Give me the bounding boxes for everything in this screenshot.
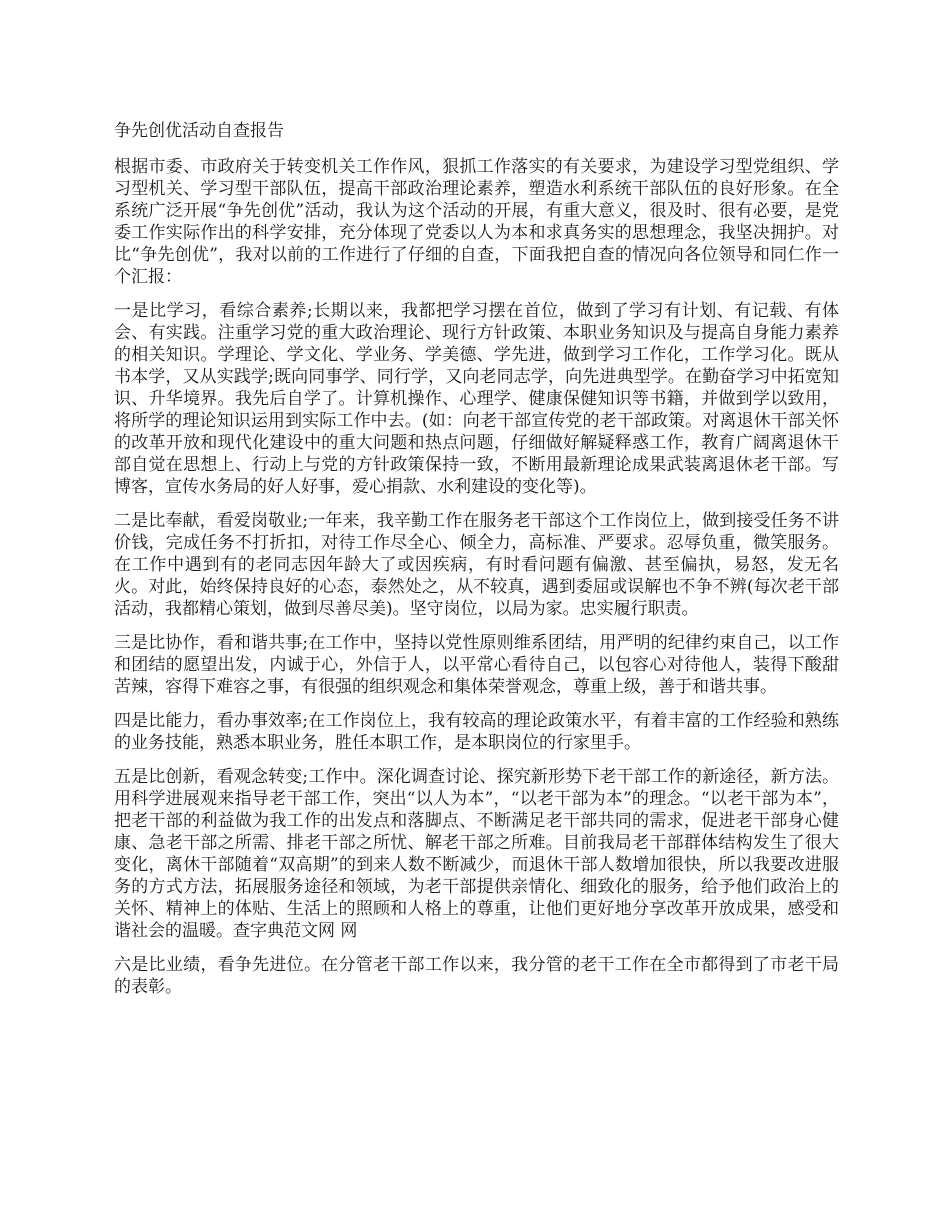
paragraph-innovation: 五是比创新，看观念转变;工作中。深化调查讨论、探究新形势下老干部工作的新途径，新方法。用科学进展观来指导老干部工作，突出“以人为本”，“以老干部为本”的理念。“以老干部为本”，把老干部的利益做为我工作的出发点和落脚点、不断满足老干部共同的需求，促进老干部身心健康、急老干部之所需、排老干部之所忧、解老干部之所难。目前我局老干部群体结构发生了很大变化，离休干部随着“双高期”的到来人数不断减少，而退休干部人数增加很快，所以我要改进服务的方式方法，拓展服务途径和领域，为老干部提供亲情化、细致化的服务，给予他们政治上的关怀、精神上的体贴、生活上的照顾和人格上的尊重，让他们更好地分享改革开放成果，感受和谐社会的温暖。查字典范文网 网 (114, 767, 839, 941)
document-page (114, 120, 839, 1010)
paragraph-study: 一是比学习，看综合素养;长期以来，我都把学习摆在首位，做到了学习有计划、有记载、有体会、有实践。注重学习党的重大政治理论、现行方针政策、本职业务知识及与提高自身能力素养的相关知识。学理论、学文化、学业务、学美德、学先进，做到学习工作化，工作学习化。既从书本学，又从实践学;既向同事学、同行学，又向老同志学，向先进典型学。在勤奋学习中拓宽知识、升华境界。我先后自学了。计算机操作、心理学、健康保健知识等书籍，并做到学以致用，将所学的理论知识运用到实际工作中去。(如：向老干部宣传党的老干部政策。对离退休干部关怀的改革开放和现代化建设中的重大问题和热点问题，仔细做好解疑释惑工作，教育广阔离退休干部自觉在思想上、行动上与党的方针政策保持一致，不断用最新理论成果武装离退休老干部。写博客，宣传水务局的好人好事，爱心捐款、水利建设的变化等)。 (114, 301, 839, 497)
paragraph-cooperation: 三是比协作，看和谐共事;在工作中，坚持以党性原则维系团结，用严明的纪律约束自己，以工作和团结的愿望出发，内诚于心，外信于人，以平常心看待自己，以包容心对待他人，装得下酸甜苦辣，容得下难容之事，有很强的组织观念和集体荣誉观念，尊重上级，善于和谐共事。 (114, 633, 839, 697)
paragraph-ability: 四是比能力，看办事效率;在工作岗位上，我有较高的理论政策水平，有着丰富的工作经验和熟练的业务技能，熟悉本职业务，胜任本职工作，是本职岗位的行家里手。 (114, 711, 839, 753)
paragraph-intro: 根据市委、市政府关于转变机关工作作风，狠抓工作落实的有关要求，为建设学习型党组织、学习型机关、学习型干部队伍，提高干部政治理论素养，塑造水利系统干部队伍的良好形象。在全系统广泛开展“争先创优”活动，我认为这个活动的开展，有重大意义，很及时、很有必要，是党委工作实际作出的科学安排，充分体现了党委以人为本和求真务实的思想理念，我坚决拥护。对比“争先创优”，我对以前的工作进行了仔细的自查，下面我把自查的情况向各位领导和同仁作一个汇报： (114, 157, 839, 287)
paragraph-dedication: 二是比奉献，看爱岗敬业;一年来，我辛勤工作在服务老干部这个工作岗位上，做到接受任务不讲价钱，完成任务不打折扣，对待工作尽全心、倾全力，高标准、严要求。忍辱负重，微笑服务。在工作中遇到有的老同志因年龄大了或因疾病，有时看问题有偏激、甚至偏执，易怒，发无名火。对此，始终保持良好的心态，泰然处之，从不较真，遇到委屈或误解也不争不辨(每次老干部活动，我都精心策划，做到尽善尽美)。坚守岗位，以局为家。忠实履行职责。 (114, 511, 839, 619)
document-title: 争先创优活动自查报告 (114, 121, 284, 141)
paragraph-performance: 六是比业绩，看争先进位。在分管老干部工作以来，我分管的老干工作在全市都得到了市老干局的表彰。 (114, 955, 839, 997)
